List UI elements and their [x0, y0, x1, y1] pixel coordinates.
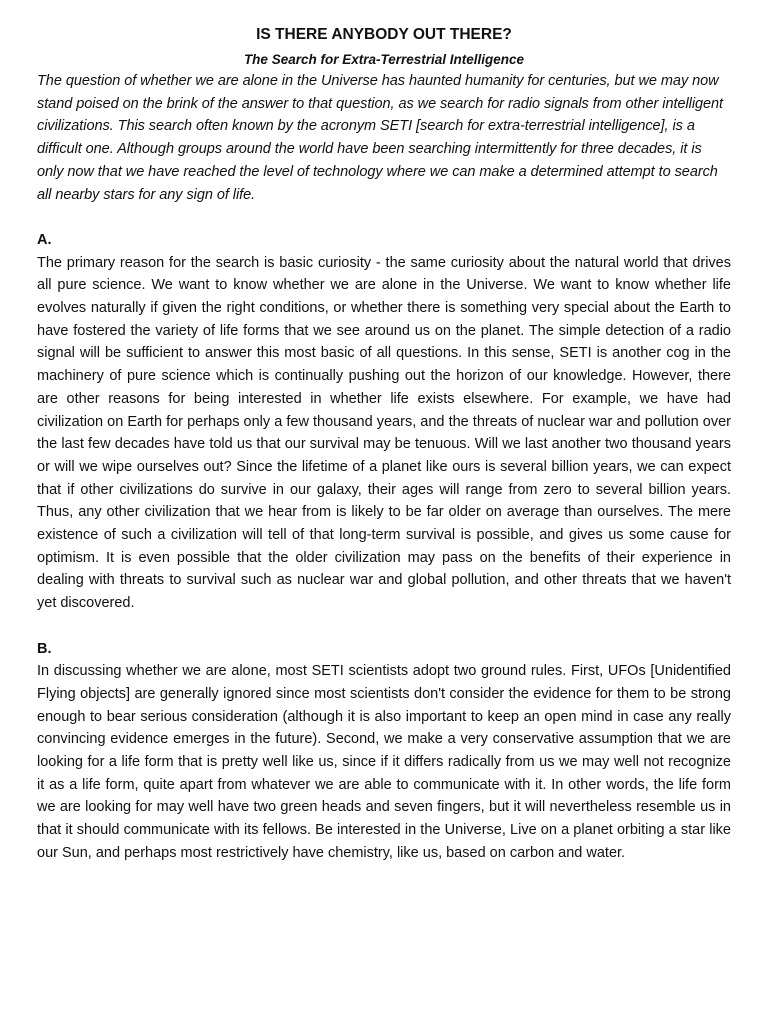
section-b-text: In discussing whether we are alone, most SETI scientists adopt two ground rules. First, UFOs [Unidentified Flying objects] are generally ignored since most scientists don't consider the evidence for them to be strong enough to bear serious consideration (although it is also important to keep an open mind in case any really convincing evidence emerges in the future). Second, we make a very conservative assumption that we are looking for a life form that is pretty well like us, since if it differs radically from us we may well not recognize it as a life form, quite apart from whatever we are able to communicate with it. In other words, the life form we are looking for may well have two green heads and seven fingers, but it will nevertheless resemble us in that it should communicate with its fellows. Be interested in the Universe, Live on a planet orbiting a star like our Sun, and perhaps most restrictively have chemistry, like us, based on carbon and water. [37, 663, 731, 861]
document-page [37, 24, 731, 865]
spacer [37, 206, 731, 229]
document-title: IS THERE ANYBODY OUT THERE? [256, 26, 512, 43]
section-a-text: The primary reason for the search is basic curiosity - the same curiosity about the natural world that drives all pure science. We want to know whether we are alone in the Universe. We want to know whether life evolves naturally if given the right conditions, or whether there is something very special about the Earth to have fostered the variety of life forms that we see around us on the planet. The simple detection of a radio signal will be sufficient to answer this most basic of all questions. In this sense, SETI is another cog in the machinery of pure science which is continually pushing out the horizon of our knowledge. However, there are other reasons for being interested in whether life exists elsewhere. For example, we have had civilization on Earth for perhaps only a few thousand years, and the threats of nuclear war and pollution over the last few decades have told us that our survival may be tenuous. Will we last another two thousand years or will we wipe ourselves out? Since the lifetime of a planet like ours is several billion years, we can expect that if other civilizations do survive in our galaxy, their ages will range from zero to several billion years. Thus, any other civilization that we hear from is likely to be far older on average than ourselves. The mere existence of such a civilization will tell of that long-term survival is possible, and gives us some cause for optimism. It is even possible that the older civilization may pass on the benefits of their experience in dealing with threats to survival such as nuclear war and global pollution, and other threats that we haven't yet discovered. [37, 254, 731, 612]
spacer [37, 615, 731, 638]
intro-paragraph: The question of whether we are alone in the Universe has haunted humanity for centuries, but we may now stand poised on the brink of the answer to that question, as we search for radio signals from other intelligent civilizations. This search often known by the acronym SETI [search for extra-terrestrial intelligence], is a difficult one. Although groups around the world have been searching intermittently for three decades, it is only now that we have reached the level of technology where we can make a determined attempt to search all nearby stars for any sign of life. [37, 73, 724, 203]
section-b-heading: B. [37, 640, 52, 657]
document-subtitle: The Search for Extra-Terrestrial Intelligence [243, 52, 525, 67]
section-a [37, 229, 731, 615]
section-b [37, 638, 731, 865]
section-a-heading: A. [37, 231, 52, 248]
